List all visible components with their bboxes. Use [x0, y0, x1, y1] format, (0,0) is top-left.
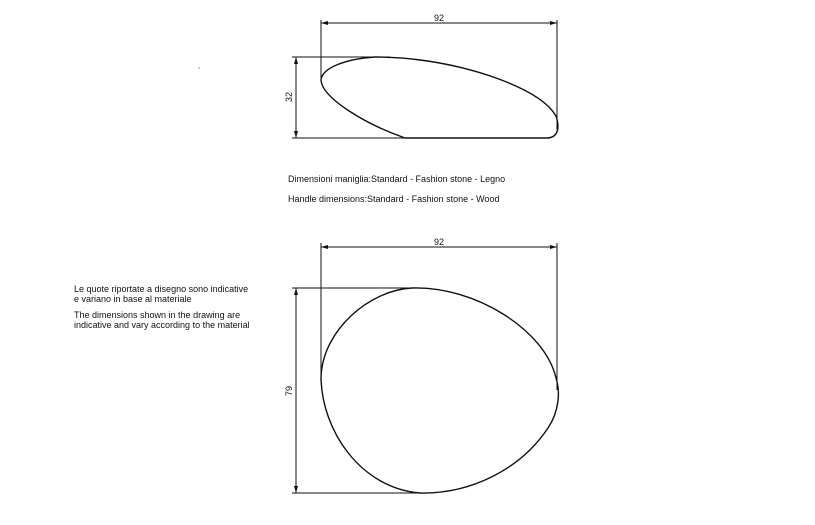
bottom-handle-outline [321, 288, 558, 493]
top-width-label: 92 [433, 13, 445, 23]
stray-dot [198, 67, 199, 68]
dimensions-english: Handle dimensions:Standard - Fashion stone - Wood [288, 194, 500, 204]
dimensions-italian: Dimensioni maniglia:Standard - Fashion stone - Legno [288, 174, 506, 184]
top-height-label: 32 [284, 91, 294, 103]
note-english-line2: indicative and vary according to the material [74, 320, 250, 330]
material-note-block [74, 284, 250, 330]
bottom-width-label: 92 [433, 237, 445, 247]
top-handle-profile [321, 57, 558, 138]
note-italian-line1: Le quote riportate a disegno sono indicative [74, 284, 249, 294]
note-italian-line2: e variano in base al materiale [74, 294, 192, 304]
handle-dimensions-block [288, 174, 505, 204]
bottom-height-label: 79 [284, 385, 294, 397]
note-english-line1: The dimensions shown in the drawing are [74, 310, 241, 320]
